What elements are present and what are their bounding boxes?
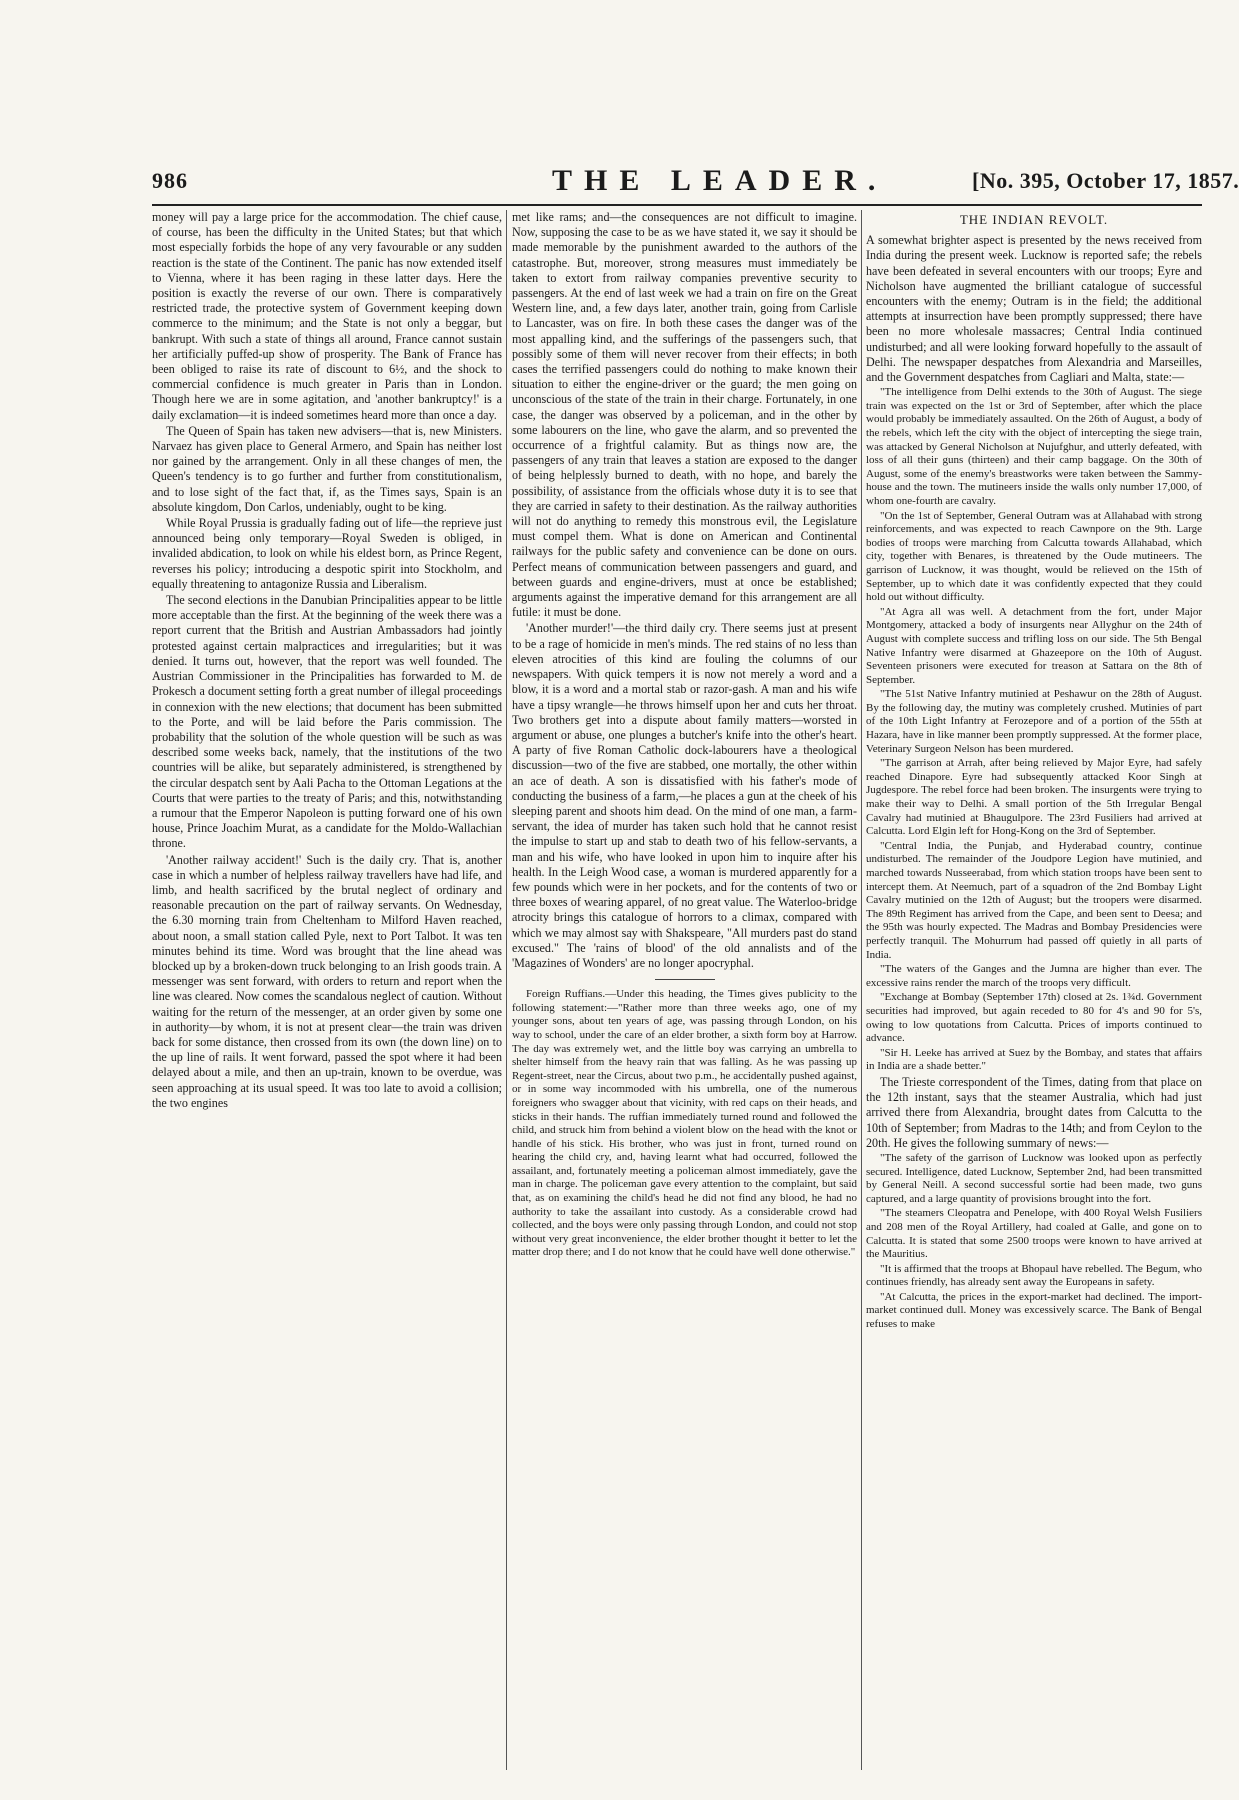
despatch-paragraph: "The intelligence from Delhi extends to the 30th of August. The siege train was expected on the 1st or 3rd of September, after which the place would probably be immediately assaulted. On the 26th of August, a body of the rebels, which left the city with the object of intercepting the siege train, was attacked by General Nicholson at Nujufghur, and utterly defeated, with loss of all their guns (thirteen) and their camp baggage. On the 30th of August, some of the enemy's breastworks were taken between the Sammy-house and the town. The mutineers inside the walls only number 17,000, of whom one-fourth are cavalry. — [866, 386, 1202, 507]
despatch-paragraph: "Exchange at Bombay (September 17th) closed at 2s. 1¾d. Government securities had improved, but again receded to 80 for 4's and 90 for 5's, owing to low quotations from Calcutta. Prices of imports continued to advance. — [866, 991, 1202, 1045]
section-divider — [655, 979, 715, 980]
indian-revolt-intro: A somewhat brighter aspect is presented by the news received from India during the present week. Lucknow is reported safe; the rebels have been defeated in several encounters with our troops; Eyre and Nicholson have augmented the brilliant catalogue of successful encounters with the enemy; Outram is in the field; the additional attempts at insurrection have been promptly suppressed; there have been no more wholesale massacres; Central India continued undisturbed; and all were looking forward hopefully to the assault of Delhi. The newspaper despatches from Alexandria and Marseilles, and the Government despatches from Cagliari and Malta, state:— — [866, 233, 1202, 385]
despatch-paragraph: "The safety of the garrison of Lucknow was looked upon as perfectly secured. Intelligence, dated Lucknow, September 2nd, had been transmitted by General Neill. A second successful sortie had been made, two guns captured, and a large quantity of provisions brought into the fort. — [866, 1151, 1202, 1205]
despatch-paragraph: "The waters of the Ganges and the Jumna are higher than ever. The excessive rains render the march of the troops very difficult. — [866, 963, 1202, 989]
despatch-paragraph: "Sir H. Leeke has arrived at Suez by the Bombay, and states that affairs in India are a shade better." — [866, 1046, 1202, 1073]
despatch-paragraph: "Central India, the Punjab, and Hyderabad country, continue undisturbed. The remainder of the Joudpore Legion have mutinied, and marched towards Nusseerabad, from which station troops have been sent to intercept them. At Neemuch, part of a squadron of the 2nd Bombay Light Cavalry mutinied on the 12th of August; but the troopers were disarmed. The 89th Regiment has arrived from the Cape, and been sent to Deesa; and the 95th was hourly expected. The Madras and Bombay Presidencies were perfectly tranquil. The Mohurrum had passed off quietly in all parts of India. — [866, 839, 1202, 961]
despatch-paragraph: "The 51st Native Infantry mutinied at Peshawur on the 28th of August. By the following day, the mutiny was completely crushed. Mutinies of part of the 10th Light Infantry at Ferozepore and of a portion of the 55th at Hazara, have in like manner been promptly suppressed. At the former place, Veterinary Surgeon Nelson has been murdered. — [866, 688, 1202, 755]
header-rule — [152, 204, 1202, 206]
column-one — [152, 210, 502, 1770]
newspaper-title: THE LEADER. — [552, 164, 888, 197]
column-two — [512, 210, 857, 1770]
despatch-paragraph: "The garrison at Arrah, after being relieved by Major Eyre, had safely reached Dinapore. Eyre had subsequently attacked Koor Singh at Jugdespore. The rebel force had been broken. The insurgents were trying to make their way to Delhi. A small portion of the 5th Irregular Bengal Cavalry had mutinied at Bhaugulpore. The 23rd Fusiliers had arrived at Calcutta. Lord Elgin left for Hong-Kong on the 3rd of September. — [866, 757, 1202, 838]
section-title: THE INDIAN REVOLT. — [959, 212, 1109, 227]
despatch-paragraph: "On the 1st of September, General Outram was at Allahabad with strong reinforcements, and was expected to reach Cawnpore on the 9th. Large bodies of troops were marching from Calcutta towards Allahabad, which city, together with Benares, is threatened by the Oude mutineers. The garrison of Lucknow, it was thought, would be relieved on the 15th of September, up to which date it was confidently expected that they could hold out without difficulty. — [866, 509, 1202, 604]
article-paragraph: 'Another railway accident!' Such is the daily cry. That is, another case in which a number of helpless railway travellers have had life, and limb, and health sacrificed by the brutal neglect of ordinary and reasonable precaution on the part of railway servants. On Wednesday, the 6.30 morning train from Cheltenham to Milford Haven reached, about noon, a small station called Pyle, next to Port Talbot. It was ten minutes behind its time. Word was brought that the line ahead was blocked up by a broken-down truck belonging to an Irish goods train. A messenger was sent forward, with orders to return and report when the line was cleared. Now comes the scandalous neglect of caution. Without waiting for the return of the messenger, at an order given by some one in authority—by whom, it is not at present clear—the train was driven back for some distance, then crossed from its own (the down line) on to the up line of rails. It went forward, passed the spot where it had been delayed about a mile, and then an up-train, known to be overdue, was seen approaching at its usual speed. It was too late to avoid a collision; the two engines — [152, 852, 502, 1110]
column-divider — [506, 210, 507, 1770]
page-number: 986 — [152, 168, 188, 193]
masthead — [152, 164, 1239, 204]
issue-date: [No. 395, October 17, 1857. — [972, 168, 1239, 193]
column-three — [866, 210, 1202, 1770]
article-paragraph: met like rams; and—the consequences are not difficult to imagine. Now, supposing the case to be as we have stated it, we say it should be made memorable by the punishment awarded to the authors of the catastrophe. But, moreover, strong measures must immediately be taken to extort from railway companies preventive security to passengers. At the end of last week we had a train on fire on the Great Western line, and, a few days later, another train, going from Carlisle to Lancaster, was on fire. In both these cases the danger was of the most appalling kind, and the sufferings of the passengers such, that possibly some of them will never recover from their effects; in both cases the terrified passengers could do nothing to make known their situation to either the engine-driver or the guard; the men going on unconscious of the state of the train in their charge. Fortunately, in one case, the danger was observed by a policeman, and in the other by some labourers on the line, who gave the alarm, and so prevented the occurrence of a frightful calamity. But as things now are, the passengers of any train that leaves a station are exposed to the danger of being helplessly burned to death, with no hope, and barely the possibility, of assistance from the officials whose duty it is to see that they are carried in safety to their destination. As the railway authorities will not do anything to remedy this monstrous evil, the Legislature must compel them. What is done on American and Continental railways for the public safety and convenience can be done on ours. Perfect means of communication between passengers and guard, and between guards and engine-drivers, must at once be established; arguments against the imperative demand for this arrangement are all futile: it must be done. — [512, 210, 857, 620]
article-paragraph: The Queen of Spain has taken new advisers—that is, new Ministers. Narvaez has given place to General Armero, and Spain has neither lost nor gained by the arrangement. Only in all these changes of men, the Queen's tendency is to go further and further from constitutionalism, and to lose sight of the fact that, if, as the Times says, Spain is an absolute kingdom, Don Carlos, undeniably, ought to be king. — [152, 423, 502, 514]
despatch-paragraph: "The steamers Cleopatra and Penelope, with 400 Royal Welsh Fusiliers and 208 men of the Royal Artillery, had coaled at Galle, and gone on to Calcutta. It is stated that some 2500 troops were known to have arrived at the Mauritius. — [866, 1207, 1202, 1261]
article-paragraph: 'Another murder!'—the third daily cry. There seems just at present to be a rage of homicide in men's minds. The red stains of no less than eleven atrocities of this kind are fouling the columns of our newspapers. With quick tempers it is now not merely a word and a blow, it is a word and a mortal stab or razor-gash. A man and his wife have a tipsy wrangle—he throws himself upon her and cuts her throat. Two brothers get into a dispute about family matters—worsted in argument or abuse, one plunges a butcher's knife into the other's heart. A party of five Roman Catholic dock-labourers have a theological discussion—two of the five are stabbed, one mortally, the other within an ace of death. A son is dissatisfied with his father's mode of conducting the business of a farm,—he places a gun at the cheek of his sleeping parent and shoots him dead. On the mind of one man, a farm-servant, the idea of murder has taken such hold that he cannot resist the impulse to start up and stab to death two of his fellow-servants, a man and his wife, who have looked in upon him to inquire after his health. In the Leigh Wood case, a woman is murdered apparently for a few pounds which were in her pockets, and for the contents of two or three boxes of wearing apparel, of no great value. The Waterloo-bridge atrocity brings this catalogue of horrors to a climax, compared with which we may almost say with Shakspeare, "All murders past do stand excused." The 'rains of blood' of the old annalists and of the 'Magazines of Wonders' are no longer apocryphal. — [512, 621, 857, 970]
article-paragraph: money will pay a large price for the accommodation. The chief cause, of course, has been the difficulty in the United States; but that which most especially forbids the hope of any very favourable or any sudden reaction is the state of the Continent. The panic has now extended itself to Vienna, where it has been raging in these latter days. Here the position is exactly the reverse of our own. There is comparatively restricted trade, the protective system of Government keeping down commerce to the minimum; and the State is not only a beggar, but bankrupt. With such a state of things all around, France cannot sustain her artificially puffed-up show of prosperity. The Bank of France has been obliged to raise its rate of discount to 6½, and the shock to commercial confidence is much greater in Paris than in London. Though here we are in some agitation, and 'another bankruptcy!' is a daily exclamation—it is indeed sometimes heard more than once a day. — [152, 210, 502, 422]
despatch-paragraph: "It is affirmed that the troops at Bhopaul have rebelled. The Begum, who continues friendly, has already sent away the Europeans in safety. — [866, 1262, 1202, 1289]
column-divider — [861, 210, 862, 1770]
foreign-ruffians-note: Foreign Ruffians.—Under this heading, the Times gives publicity to the following statement:—"Rather more than three weeks ago, one of my younger sons, about ten years of age, was passing through London, on his way to school, under the care of an elder brother, a sixth form boy at Harrow. The day was extremely wet, and the little boy was carrying an umbrella to shelter himself from the heavy rain that was falling. As he was passing up Regent-street, near the Circus, about two p.m., he accidentally pushed against, or in some way incommoded with his umbrella, one of the numerous foreigners who swagger about that vicinity, with red caps on their heads, and sticks in their hands. The ruffian immediately turned round and followed the child, and struck him from behind a violent blow on the head with the knot or handle of his stick. His brother, who was just in front, turned round on hearing the child cry, and, having learnt what had occurred, followed the assailant, and, fortunately meeting a policeman almost immediately, gave the man in charge. The policeman gave every attention to the complaint, but said that, as on examining the child's head he did not find any blood, he had no authority to take the assailant into custody. As a considerable crowd had collected, and the boys were only passing through London, and could not stop without very great inconvenience, the elder brother thought it better to let the matter drop there; and I do not know that he could have well done otherwise." — [512, 988, 857, 1259]
article-paragraph: The second elections in the Danubian Principalities appear to be little more acceptable than the first. At the beginning of the week there was a report current that the British and Austrian Ambassadors had jointly protested against certain malpractices and irregularities; but it was denied. It turns out, however, that the report was well founded. The Austrian Commissioner in the Principalities has forwarded to M. de Prokesch a document setting forth a great number of illegal proceedings in connexion with the new elections; that document has been submitted to the Porte, and will be laid before the Paris commission. The probability that the solution of the whole question will be such as was described some weeks back, namely, that the institutions of the two countries will be alike, but separately administered, is strengthened by the circular despatch sent by Aali Pacha to the Ottoman Legations at the Courts that were parties to the treaty of Paris; and this, notwithstanding a rumour that the Emperor Napoleon is putting forward one of his own house, Prince Joachim Murat, as a candidate for the Moldo-Wallachian throne. — [152, 593, 502, 851]
article-paragraph: While Royal Prussia is gradually fading out of life—the reprieve just announced being only temporary—Royal Sweden is obliged, in invalided abdication, to look on while his eldest born, as Prince Regent, reverses his policy; introducing a despotic spirit into Stockholm, and equally threatening to antagonize Russia and Liberalism. — [152, 516, 502, 591]
despatch-paragraph: "At Calcutta, the prices in the export-market had declined. The import-market continued dull. Money was excessively scarce. The Bank of Bengal refuses to make — [866, 1290, 1202, 1331]
article-paragraph: The Trieste correspondent of the Times, dating from that place on the 12th instant, says that the steamer Australia, which had just arrived there from Alexandria, brought dates from Calcutta to the 10th of September; from Madras to the 14th; and from Ceylon to the 20th. He gives the following summary of news:— — [866, 1074, 1202, 1150]
despatch-paragraph: "At Agra all was well. A detachment from the fort, under Major Montgomery, attacked a body of insurgents near Allyghur on the 24th of August with complete success and trifling loss on our side. The 5th Bengal Native Infantry were disarmed at Ghazeepore on the 10th of August. Seventeen prisoners were executed for treason at Sattara on the 8th of September. — [866, 605, 1202, 686]
